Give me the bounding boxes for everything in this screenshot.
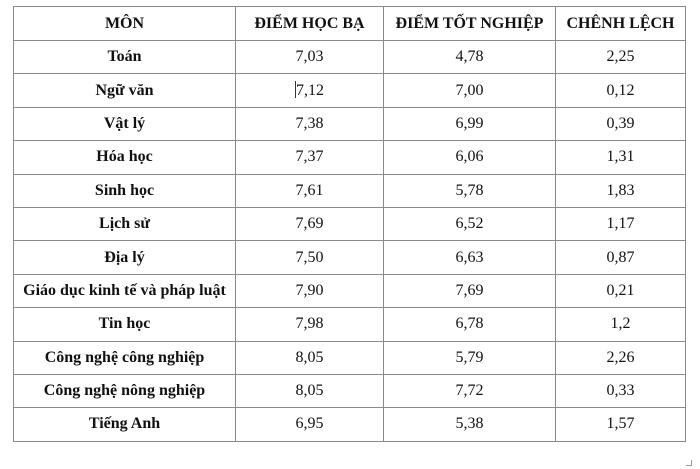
table-row (14, 174, 686, 207)
subject-cell: Tiếng Anh (14, 408, 236, 441)
difference-cell: 0,12 (556, 74, 686, 107)
table-row (14, 41, 686, 74)
graduation-score-cell: 4,78 (384, 41, 556, 74)
graduation-score-cell: 6,78 (384, 308, 556, 341)
difference-cell: 0,33 (556, 374, 686, 407)
table-row (14, 374, 686, 407)
graduation-score-cell: 5,38 (384, 408, 556, 441)
transcript-score-cell: 7,38 (236, 107, 384, 140)
table-row (14, 141, 686, 174)
difference-cell: 2,25 (556, 41, 686, 74)
difference-cell: 0,39 (556, 107, 686, 140)
table-header-row (14, 7, 686, 41)
graduation-score-cell: 5,78 (384, 174, 556, 207)
table-row (14, 341, 686, 374)
difference-cell: 1,83 (556, 174, 686, 207)
document-page (13, 6, 685, 442)
subject-cell: Giáo dục kinh tế và pháp luật (14, 274, 236, 307)
difference-cell: 1,57 (556, 408, 686, 441)
subject-cell: Toán (14, 41, 236, 74)
table-row (14, 74, 686, 107)
graduation-score-cell: 6,52 (384, 207, 556, 240)
transcript-score-cell[interactable] (236, 74, 384, 107)
transcript-score-cell: 7,98 (236, 308, 384, 341)
subject-cell: Vật lý (14, 107, 236, 140)
transcript-score-cell: 7,50 (236, 241, 384, 274)
subject-cell: Công nghệ công nghiệp (14, 341, 236, 374)
table-row (14, 274, 686, 307)
header-difference: CHÊNH LỆCH (556, 7, 686, 41)
header-transcript-score: ĐIỂM HỌC BẠ (236, 7, 384, 41)
table-row (14, 241, 686, 274)
subject-cell: Tin học (14, 308, 236, 341)
score-comparison-table (13, 6, 686, 442)
transcript-score-value: 7,12 (296, 82, 324, 100)
table-row (14, 207, 686, 240)
difference-cell: 0,87 (556, 241, 686, 274)
subject-cell: Sinh học (14, 174, 236, 207)
transcript-score-cell: 7,69 (236, 207, 384, 240)
subject-cell: Hóa học (14, 141, 236, 174)
transcript-score-cell: 7,90 (236, 274, 384, 307)
header-subject: MÔN (14, 7, 236, 41)
table-row (14, 107, 686, 140)
difference-cell: 0,21 (556, 274, 686, 307)
graduation-score-cell: 5,79 (384, 341, 556, 374)
graduation-score-cell: 7,69 (384, 274, 556, 307)
table-row (14, 408, 686, 441)
difference-cell: 2,26 (556, 341, 686, 374)
difference-cell: 1,31 (556, 141, 686, 174)
transcript-score-cell: 7,37 (236, 141, 384, 174)
transcript-score-cell: 8,05 (236, 341, 384, 374)
transcript-score-cell: 6,95 (236, 408, 384, 441)
corner-resize-mark (686, 460, 692, 466)
graduation-score-cell: 7,00 (384, 74, 556, 107)
subject-cell: Ngữ văn (14, 74, 236, 107)
transcript-score-cell: 7,03 (236, 41, 384, 74)
graduation-score-cell: 6,06 (384, 141, 556, 174)
graduation-score-cell: 6,63 (384, 241, 556, 274)
subject-cell: Lịch sử (14, 207, 236, 240)
graduation-score-cell: 7,72 (384, 374, 556, 407)
table-row (14, 308, 686, 341)
transcript-score-cell: 8,05 (236, 374, 384, 407)
subject-cell: Địa lý (14, 241, 236, 274)
subject-cell: Công nghệ nông nghiệp (14, 374, 236, 407)
difference-cell: 1,17 (556, 207, 686, 240)
difference-cell: 1,2 (556, 308, 686, 341)
transcript-score-cell: 7,61 (236, 174, 384, 207)
graduation-score-cell: 6,99 (384, 107, 556, 140)
header-graduation-score: ĐIỂM TỐT NGHIỆP (384, 7, 556, 41)
